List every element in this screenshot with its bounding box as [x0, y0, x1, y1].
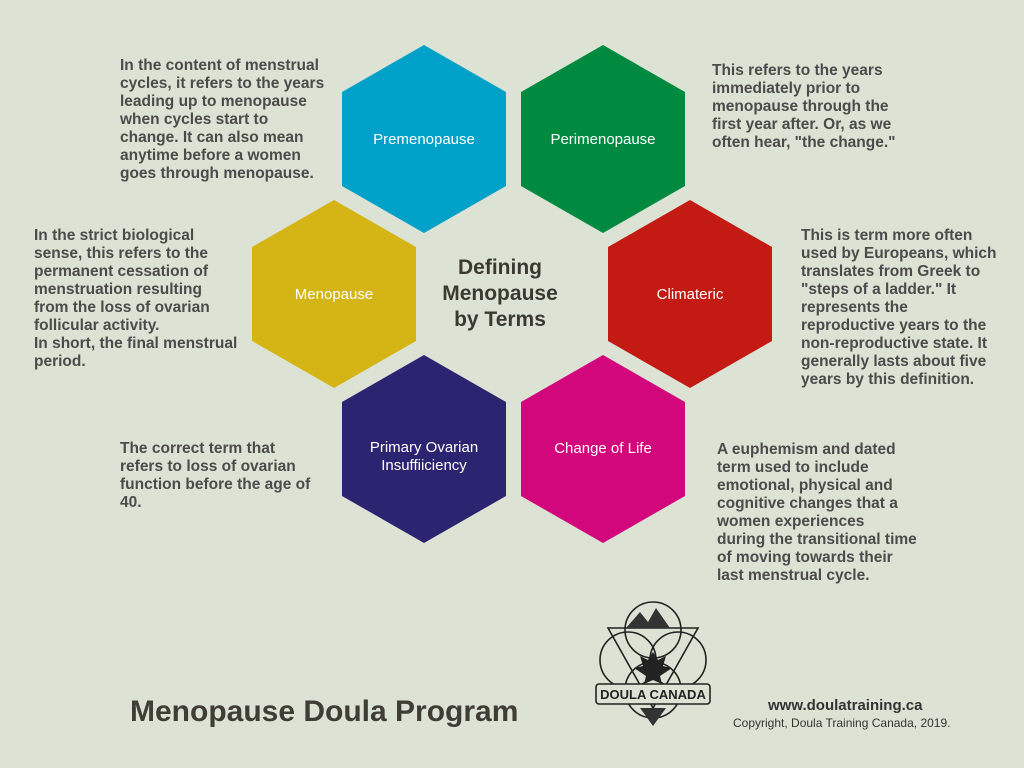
doula-canada-logo: [588, 600, 718, 730]
program-title: Menopause Doula Program: [130, 695, 519, 728]
diagram-title: Defining Menopause by Terms: [442, 256, 558, 331]
hex-label-menopause: Menopause: [294, 286, 374, 303]
desc-climateric: This is term more often used by Europeans, which translates from Greek to "steps of a ladder." It represents the reproductive years to the non-reproductive state. It generally lasts about five years by this definition.: [801, 227, 997, 388]
desc-menopause: In the strict biological sense, this refers to the permanent cessation of menstruation resulting from the loss of ovarian follicular activity. In short, the final menstrual period.: [34, 227, 238, 370]
desc-poi: The correct term that refers to loss of ovarian function before the age of 40.: [120, 440, 311, 511]
logo-text: DOULA CANADA: [600, 687, 706, 702]
desc-perimenopause: This refers to the years immediately prior to menopause through the first year after. Or, as we often hear, "the change.": [712, 62, 896, 151]
hex-label-perimenopause: Perimenopause: [550, 131, 656, 148]
hex-label-change-of-life: Change of Life: [554, 440, 652, 457]
desc-change-of-life: A euphemism and dated term used to include emotional, physical and cognitive changes that a women experiences during the transitional time of moving towards their last menstrual cycle.: [717, 441, 917, 584]
hex-label-premenopause: Premenopause: [373, 131, 475, 148]
desc-premenopause: In the content of menstrual cycles, it refers to the years leading up to menopause when cycles start to change. It can also mean anytime before a women goes through menopause.: [120, 57, 325, 182]
copyright-text: Copyright, Doula Training Canada, 2019.: [733, 716, 951, 730]
hex-label-climateric: Climateric: [656, 286, 724, 303]
hex-label-poi: Primary Ovarian Insuffiiciency: [369, 439, 479, 474]
website-link[interactable]: www.doulatraining.ca: [768, 697, 923, 714]
